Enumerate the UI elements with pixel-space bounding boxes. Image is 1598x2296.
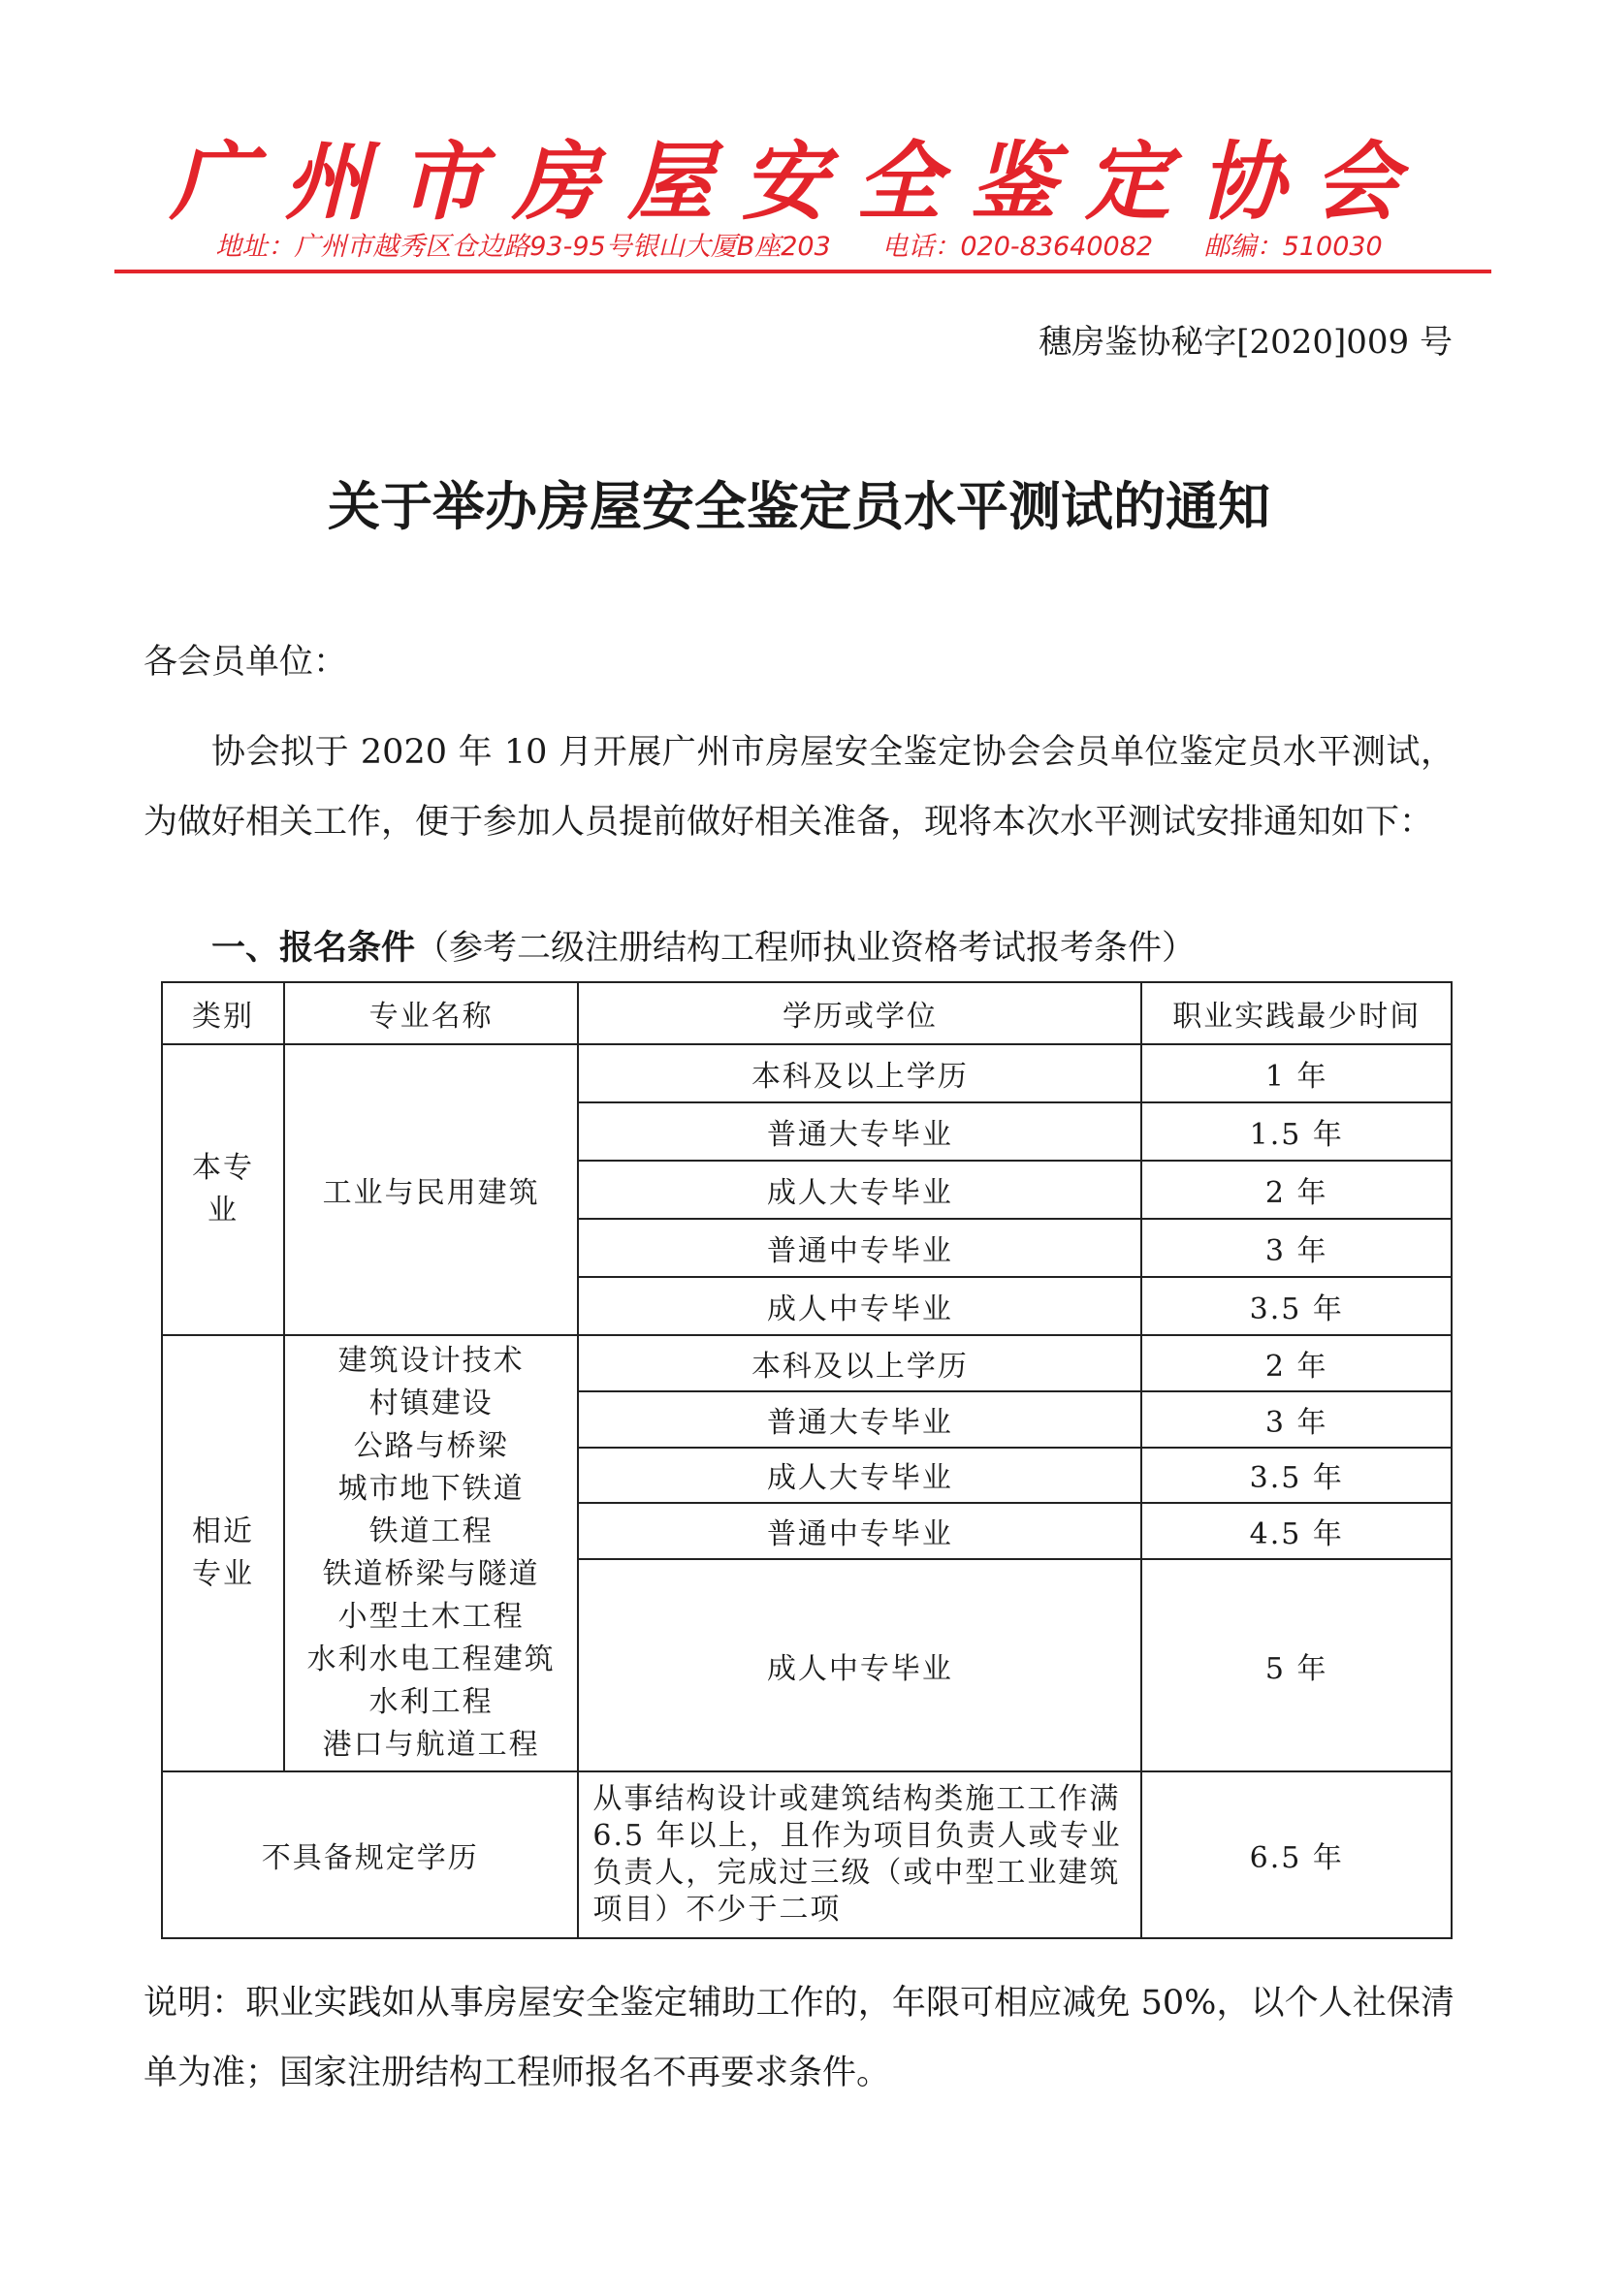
education-cell: 成人大专毕业 xyxy=(578,1161,1141,1219)
education-cell: 成人中专毕业 xyxy=(578,1559,1141,1771)
education-cell: 从事结构设计或建筑结构类施工工作满 6.5 年以上，且作为项目负责人或专业负责人，完成过三级（或中型工业建筑项目）不少于二项 xyxy=(578,1771,1141,1938)
major-item: 建筑设计技术 xyxy=(337,1344,525,1378)
major-cell: 工业与民用建筑 xyxy=(284,1044,579,1335)
education-cell: 普通大专毕业 xyxy=(578,1102,1141,1161)
major-item: 水利工程 xyxy=(368,1685,494,1719)
major-item: 铁道工程 xyxy=(368,1515,494,1548)
letterhead-divider xyxy=(114,270,1491,273)
education-cell: 普通大专毕业 xyxy=(578,1391,1141,1448)
letterhead-phone: 电话：020-83640082 xyxy=(881,232,1154,262)
major-item: 公路与桥梁 xyxy=(353,1429,509,1463)
years-cell: 5 年 xyxy=(1141,1559,1452,1771)
salutation: 各会员单位： xyxy=(144,643,348,682)
major-list-cell xyxy=(284,1335,579,1771)
major-item: 村镇建设 xyxy=(368,1387,494,1420)
table-header-row xyxy=(162,982,1452,1044)
education-cell: 本科及以上学历 xyxy=(578,1335,1141,1391)
letterhead-address: 地址：广州市越秀区仓边路93-95号银山大厦B座203 xyxy=(215,232,831,262)
years-cell: 4.5 年 xyxy=(1141,1503,1452,1559)
section-subtitle: （参考二级注册结构工程师执业资格考试报考条件） xyxy=(415,929,1197,968)
major-item: 水利水电工程建筑 xyxy=(306,1642,556,1676)
major-item: 铁道桥梁与隧道 xyxy=(322,1557,540,1591)
header-major: 专业名称 xyxy=(284,982,579,1044)
letterhead-title: 广州市房屋安全鉴定协会 xyxy=(169,132,1428,232)
body-paragraph: 协会拟于 2020 年 10 月开展广州市房屋安全鉴定协会会员单位鉴定员水平测试，为做好相关工作，便于参加人员提前做好相关准备，现将本次水平测试安排通知如下： xyxy=(144,733,1454,842)
header-education: 学历或学位 xyxy=(578,982,1141,1044)
years-cell: 3 年 xyxy=(1141,1391,1452,1448)
years-cell: 1 年 xyxy=(1141,1044,1452,1102)
document-number: 穗房鉴协秘字[2020]009 号 xyxy=(1039,323,1453,362)
footnote: 说明：职业实践如从事房屋安全鉴定辅助工作的，年限可相应减免 50%，以个人社保清单为准；国家注册结构工程师报名不再要求条件。 xyxy=(144,1984,1454,2092)
major-item: 小型土木工程 xyxy=(337,1600,525,1634)
education-cell: 成人中专毕业 xyxy=(578,1277,1141,1335)
category-cell: 不具备规定学历 xyxy=(162,1771,578,1938)
major-item: 港口与航道工程 xyxy=(322,1728,540,1762)
education-cell: 成人大专毕业 xyxy=(578,1448,1141,1504)
category-cell: 本专业 xyxy=(162,1044,284,1335)
header-min-years: 职业实践最少时间 xyxy=(1141,982,1452,1044)
table-row xyxy=(162,1771,1452,1938)
header-category: 类别 xyxy=(162,982,284,1044)
category-cell: 相近专业 xyxy=(162,1335,284,1771)
years-cell: 2 年 xyxy=(1141,1335,1452,1391)
years-cell: 2 年 xyxy=(1141,1161,1452,1219)
letterhead-postcode: 邮编：510030 xyxy=(1203,232,1383,262)
education-cell: 普通中专毕业 xyxy=(578,1219,1141,1277)
table-row xyxy=(162,1044,1452,1102)
years-cell: 3.5 年 xyxy=(1141,1277,1452,1335)
education-cell: 本科及以上学历 xyxy=(578,1044,1141,1102)
years-cell: 3.5 年 xyxy=(1141,1448,1452,1504)
table-row xyxy=(162,1335,1452,1391)
years-cell: 1.5 年 xyxy=(1141,1102,1452,1161)
years-cell: 3 年 xyxy=(1141,1219,1452,1277)
letterhead-contact xyxy=(0,225,1598,263)
requirements-table xyxy=(161,981,1453,1939)
document-title: 关于举办房屋安全鉴定员水平测试的通知 xyxy=(328,476,1270,537)
section-heading xyxy=(211,921,1196,970)
years-cell: 6.5 年 xyxy=(1141,1771,1452,1938)
major-item: 城市地下铁道 xyxy=(337,1472,525,1506)
education-cell: 普通中专毕业 xyxy=(578,1503,1141,1559)
section-title: 一、报名条件 xyxy=(211,929,416,968)
